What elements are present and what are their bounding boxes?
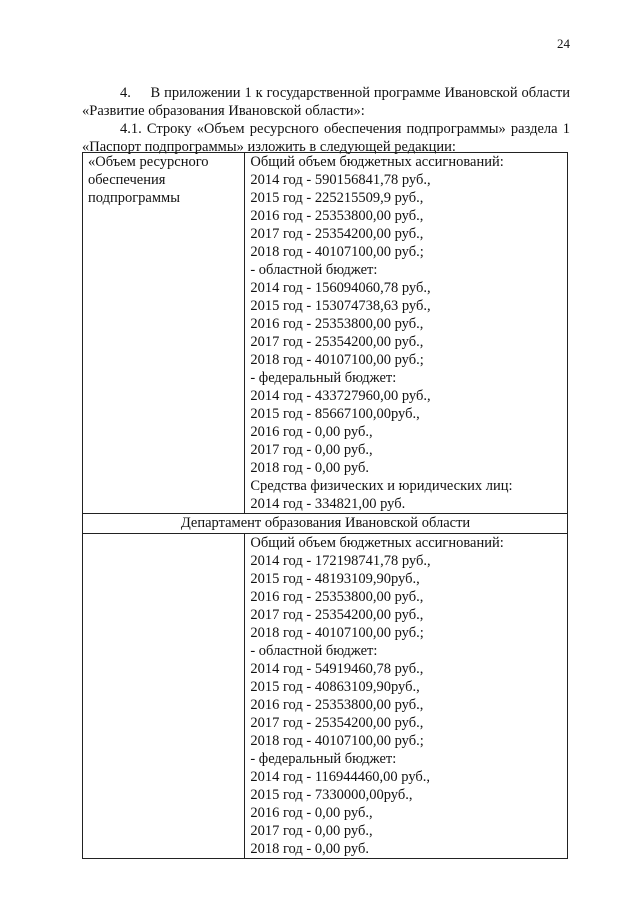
table-cell-line: 2014 год - 433727960,00 руб., <box>250 388 431 404</box>
table-cell-values <box>245 153 568 514</box>
intro-paragraph-1-text: 4. В приложении 1 к государственной программе Ивановской области «Развитие образования Ивановской области»: <box>82 85 570 119</box>
table-cell-line: обеспечения <box>88 172 166 188</box>
table-cell-line: «Объем ресурсного <box>88 154 209 170</box>
table-row <box>83 153 568 514</box>
table-cell-line: 2015 год - 40863109,90руб., <box>250 679 420 695</box>
page-number: 24 <box>557 36 570 51</box>
table-cell-line: 2018 год - 0,00 руб. <box>250 460 369 476</box>
resource-table <box>82 152 568 859</box>
table-row <box>83 534 568 859</box>
table-cell-line: 2015 год - 7330000,00руб., <box>250 787 413 803</box>
table-cell-line: 2015 год - 153074738,63 руб., <box>250 298 431 314</box>
table-cell-line: 2016 год - 0,00 руб., <box>250 805 373 821</box>
table-cell-line: 2017 год - 25354200,00 руб., <box>250 334 424 350</box>
table-cell-label <box>83 153 245 514</box>
table-cell-line: 2016 год - 25353800,00 руб., <box>250 316 424 332</box>
table-cell-line: - федеральный бюджет: <box>250 751 397 767</box>
table-cell-line: 2018 год - 40107100,00 руб.; <box>250 625 424 641</box>
table-cell-line: 2017 год - 0,00 руб., <box>250 442 373 458</box>
table-cell-line: 2014 год - 172198741,78 руб., <box>250 553 431 569</box>
table-cell-line: Средства физических и юридических лиц: <box>250 478 513 494</box>
table-cell-line: 2018 год - 40107100,00 руб.; <box>250 352 424 368</box>
table-cell-line: 2017 год - 25354200,00 руб., <box>250 715 424 731</box>
table-cell-line: 2016 год - 0,00 руб., <box>250 424 373 440</box>
table-cell-line: 2016 год - 25353800,00 руб., <box>250 589 424 605</box>
table-cell-line: 2016 год - 25353800,00 руб., <box>250 208 424 224</box>
table-cell-values <box>245 534 568 859</box>
table-cell-line: 2015 год - 225215509,9 руб., <box>250 190 424 206</box>
intro-paragraph-2 <box>82 120 570 156</box>
table-row-department <box>83 514 568 534</box>
table-cell-line: 2014 год - 590156841,78 руб., <box>250 172 431 188</box>
table-cell-line: 2015 год - 85667100,00руб., <box>250 406 420 422</box>
table-cell-line: подпрограммы <box>88 190 180 206</box>
table-cell-line: 2017 год - 0,00 руб., <box>250 823 373 839</box>
table-cell-line: 2017 год - 25354200,00 руб., <box>250 607 424 623</box>
table-cell-line: 2014 год - 334821,00 руб. <box>250 496 406 512</box>
table-cell-line: 2014 год - 156094060,78 руб., <box>250 280 431 296</box>
intro-paragraph-1 <box>82 84 570 120</box>
table-cell-line: - областной бюджет: <box>250 643 378 659</box>
table-cell-line: 2015 год - 48193109,90руб., <box>250 571 420 587</box>
table-cell-line: - областной бюджет: <box>250 262 378 278</box>
table-cell-line: - федеральный бюджет: <box>250 370 397 386</box>
table-cell-line: 2016 год - 25353800,00 руб., <box>250 697 424 713</box>
table-cell-line: Общий объем бюджетных ассигнований: <box>250 535 504 551</box>
table-cell-line: 2017 год - 25354200,00 руб., <box>250 226 424 242</box>
table-cell-line: Общий объем бюджетных ассигнований: <box>250 154 504 170</box>
table-cell-line: 2014 год - 116944460,00 руб., <box>250 769 431 785</box>
table-cell-label-empty <box>83 534 245 859</box>
department-heading: Департамент образования Ивановской области <box>83 514 568 534</box>
table-cell-line: 2018 год - 40107100,00 руб.; <box>250 244 424 260</box>
intro-paragraph-2-text: 4.1. Строку «Объем ресурсного обеспечения подпрограммы» раздела 1 «Паспорт подпрограммы» изложить в следующей редакции: <box>82 121 570 155</box>
table-cell-line: 2018 год - 0,00 руб. <box>250 841 369 857</box>
table-cell-line: 2018 год - 40107100,00 руб.; <box>250 733 424 749</box>
table-cell-line: 2014 год - 54919460,78 руб., <box>250 661 424 677</box>
